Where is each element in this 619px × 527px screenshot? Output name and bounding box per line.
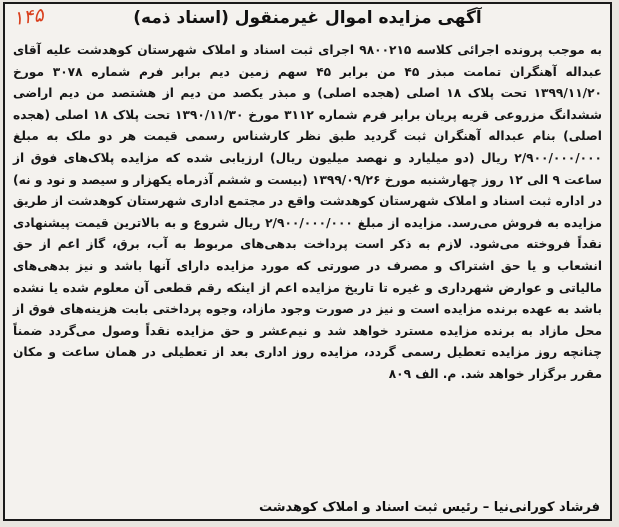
notice-signature: فرشاد کورانی‌نیا – رئیس ثبت اسناد و املاک کوهدشت [258,500,600,515]
notice-title: آگهی مزایده اموال غیرمنقول (اسناد ذمه) [133,8,482,28]
notice-body: به موجب پرونده اجرائی کلاسه ۹۸۰۰۲۱۵ اجرای ثبت اسناد و املاک شهرستان کوهدشت علیه آقای عبداله آهنگران تمامت مبذر ۴۵ من برابر ۴۵ سهم زمین دیم برابر فرم شماره ۳۰۷۸ مورخ ۱۳۹۹/۱۱/۲۰ تحت پلاک ۱۸ اصلی (هجده اصلی) و مبذر یکصد من دیم از هشتصد من دیم اراضی ششدانگ مزروعی قریه پریان برابر فرم شماره ۳۱۱۲ مورخ ۱۳۹۰/۱۱/۳۰ تحت پلاک ۱۸ اصلی (هجده اصلی) بنام عبداله آهنگران ثبت گردید طبق نظر کارشناس رسمی قیمت هر دو ملک به مبلغ ۲/۹۰۰/۰۰۰/۰۰۰ ریال (دو میلیارد و نهصد میلیون ریال) ارزیابی شده که مزایده پلاک‌های فوق از ساعت ۹ الی ۱۲ روز چهارشنبه مورخ ۱۳۹۹/۰۹/۲۶ (بیست و ششم آذرماه یکهزار و سیصد و نود و نه) در اداره ثبت اسناد و املاک شهرستان کوهدشت واقع در مجتمع اداری شهرستان کوهدشت از طریق مزایده به فروش می‌رسد. مزایده از مبلغ ۲/۹۰۰/۰۰۰/۰۰۰ ریال شروع و به بالاترین قیمت پیشنهادی نقداً فروخته می‌شود. لازم به ذکر است پرداخت بدهی‌های مربوط به آب، برق، گاز اعم از حق انشعاب و یا حق اشتراک و مصرف در صورتی که مورد مزایده دارای آنها باشد و نیز بدهی‌های مالیاتی و عوارض شهرداری و غیره تا تاریخ مزایده اعم از اینکه رقم قطعی آن معلوم شده یا نشده باشد به عهده برنده مزایده است و نیز در صورت وجود مازاد، وجوه پرداختی بابت هزینه‌های فوق از محل مازاد به برنده مزایده مسترد خواهد شد و نیم‌عشر و حق مزایده نقداً وصول می‌گردد ضمناً چنانچه روز مزایده تعطیل رسمی گردد، مزایده روز اداری بعد از تعطیلی در همان ساعت و مکان مقرر برگزار خواهد شد. م. الف ۸۰۹ [13,43,602,381]
auction-notice [3,2,612,521]
handwritten-number: ۱۴۵ [11,3,46,31]
